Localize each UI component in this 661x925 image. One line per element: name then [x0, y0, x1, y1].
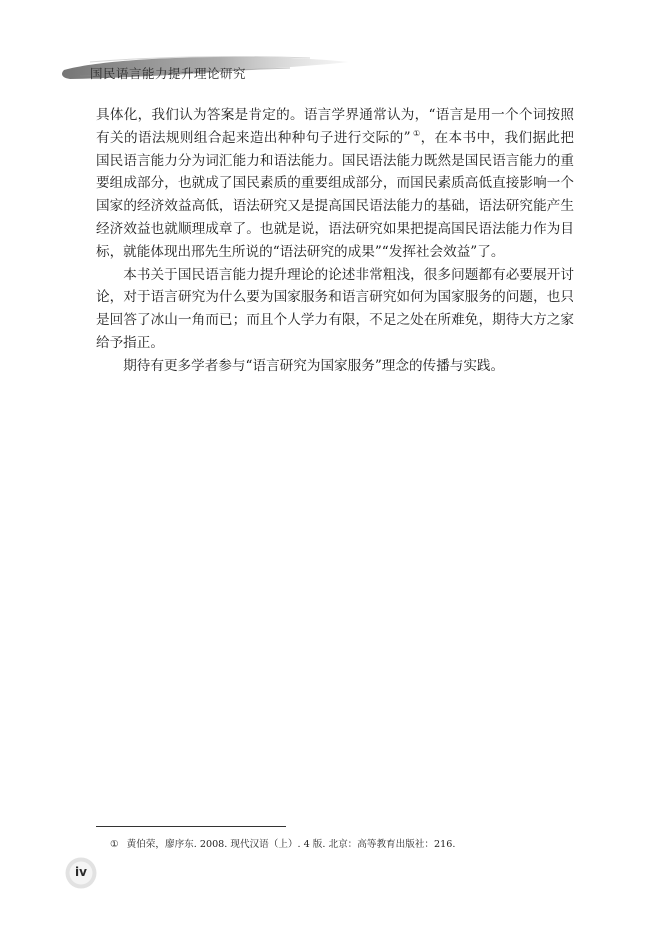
footnote-mark: ① — [110, 839, 119, 850]
paragraph-1-text-b: ，在本书中，我们据此把国民语言能力分为词汇能力和语法能力。国民语法能力既然是国民语言能力的重要组成部分，也就成了国民素质的重要组成部分，而国民素质高低直接影响一个国家的经济效益高低，语法研究又是提高国民语法能力的基础，语法研究能产生经济效益也就顺理成章了。也就是说，语法研究如果把提高国民语法能力作为目标，就能体现出邢先生所说的“语法研究的成果”“发挥社会效益”了。 — [96, 129, 574, 260]
main-text — [96, 104, 574, 378]
paragraph-1-text-a: 具体化，我们认为答案是肯定的。语言学界通常认为，“语言是用一个个词按照有关的语法规则组合起来造出种种句子进行交际的” — [96, 107, 574, 146]
running-header-title: 国民语言能力提升理论研究 — [90, 66, 247, 81]
footnote — [110, 836, 455, 850]
paragraph-1 — [96, 104, 574, 264]
paragraph-2: 本书关于国民语言能力提升理论的论述非常粗浅，很多问题都有必要展开讨论，对于语言研究为什么要为国家服务和语言研究如何为国家服务的问题，也只是回答了冰山一角而已；而且个人学力有限，不足之处在所难免，期待大方之家给予指正。 — [96, 266, 574, 351]
paragraph-3: 期待有更多学者参与“语言研究为国家服务”理念的传播与实践。 — [123, 357, 505, 374]
page-number-badge — [64, 856, 98, 890]
footnote-divider — [96, 826, 286, 827]
footnote-reference: ① — [412, 129, 421, 139]
page-number: iv — [75, 865, 87, 879]
footnote-text: 黄伯荣，廖序东. 2008. 现代汉语（上）. 4 版. 北京：高等教育出版社：216. — [126, 839, 456, 850]
